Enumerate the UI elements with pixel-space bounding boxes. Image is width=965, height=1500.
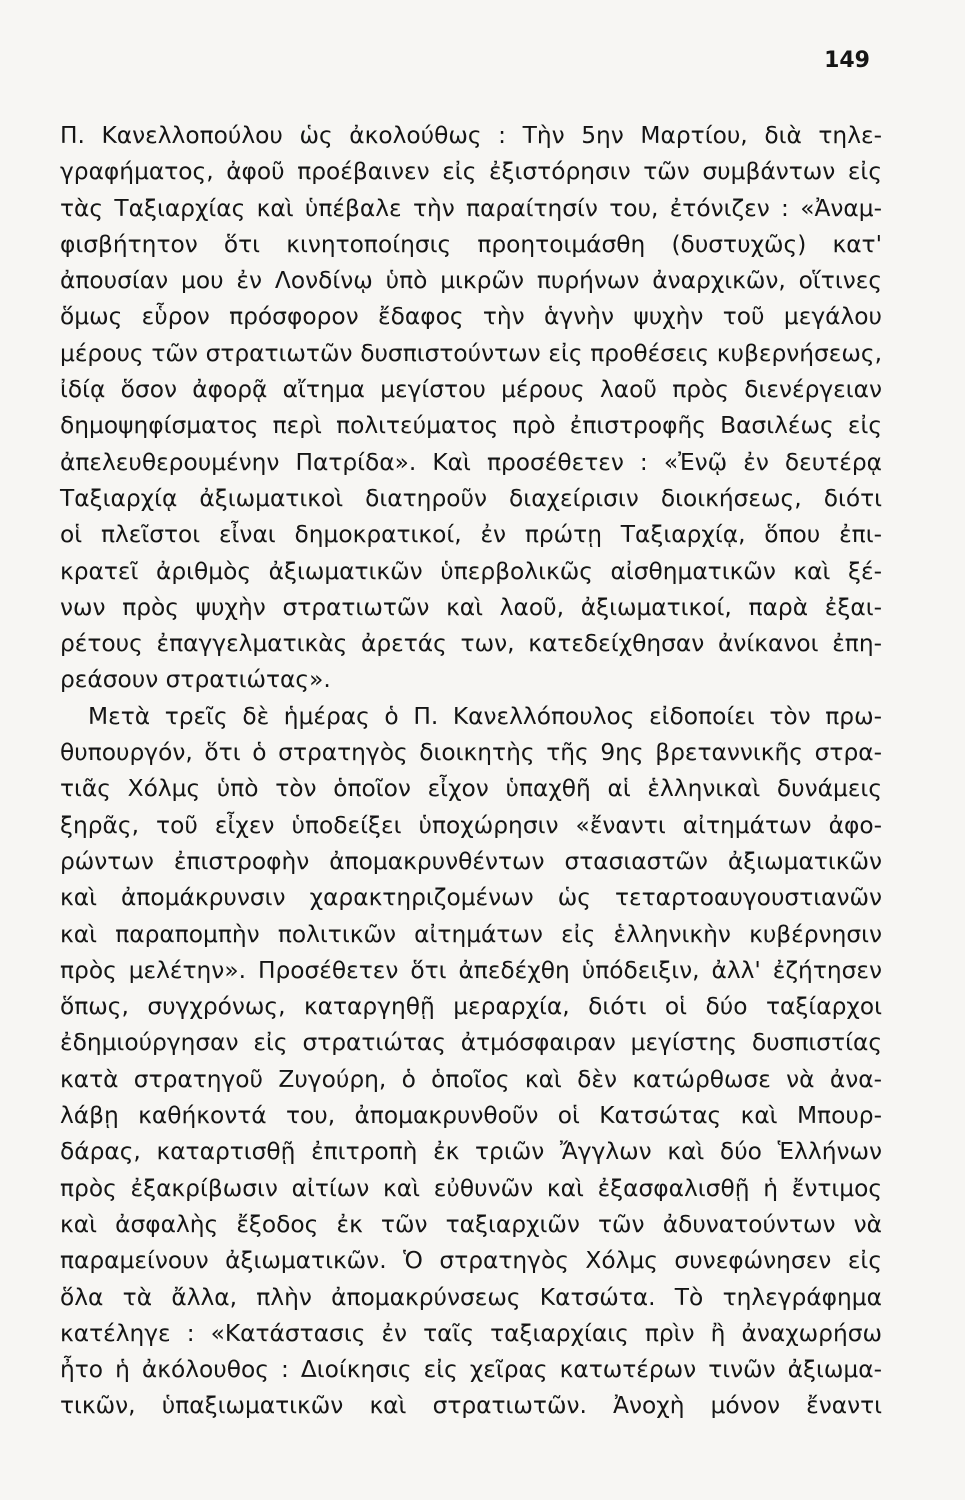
text-line: θυπουργόν, ὅτι ὁ στρατηγὸς διοικητὴς τῆς 9ης βρεταννικῆς στρα- — [60, 739, 882, 767]
text-line: φισβήτητον ὅτι κινητοποίησις προητοιμάσθη (δυστυχῶς) κατ' — [60, 230, 882, 258]
text-line: πρὸς ἐξακρίβωσιν αἰτίων καὶ εὐθυνῶν καὶ ἐξασφαλισθῇ ἡ ἔντιμος — [60, 1174, 882, 1202]
text-line: Μετὰ τρεῖς δὲ ἡμέρας ὁ Π. Κανελλόπουλος εἰδοποίει τὸν πρω- — [88, 702, 882, 730]
text-line: Π. Κανελλοπούλου ὡς ἀκολούθως : Τὴν 5ην Μαρτίου, διὰ τηλε- — [60, 122, 882, 149]
text-line: ρεάσουν στρατιώτας». — [60, 666, 331, 694]
text-line: ὅπως, συγχρόνως, καταργηθῇ μεραρχία, διότι οἱ δύο ταξίαρχοι — [60, 993, 882, 1021]
text-line: ὅμως εὗρον πρόσφορον ἔδαφος τὴν ἁγνὴν ψυχὴν τοῦ μεγάλου — [60, 303, 882, 331]
text-line: κατέληγε : «Κατάστασις ἐν ταῖς ταξιαρχίαις πρὶν ἢ ἀναχωρήσω — [60, 1319, 882, 1347]
text-line: ξηρᾶς, τοῦ εἶχεν ὑποδείξει ὑποχώρησιν «ἔναντι αἰτημάτων ἀφο- — [60, 811, 882, 839]
text-line: ἐδημιούργησαν εἰς στρατιώτας ἀτμόσφαιραν μεγίστης δυσπιστίας — [60, 1029, 882, 1057]
text-line: καὶ ἀσφαλὴς ἔξοδος ἐκ τῶν ταξιαρχιῶν τῶν ἀδυνατούντων νὰ — [60, 1210, 882, 1238]
text-line: Ταξιαρχίᾳ ἀξιωματικοὶ διατηροῦν διαχείρισιν διοικήσεως, διότι — [60, 484, 882, 512]
text-line: τιᾶς Χόλμς ὑπὸ τὸν ὁποῖον εἶχον ὑπαχθῆ αἱ ἑλληνικαὶ δυνάμεις — [60, 775, 882, 803]
text-line: ρέτους ἐπαγγελματικὰς ἀρετάς των, κατεδείχθησαν ἀνίκανοι ἐπη- — [60, 630, 882, 658]
text-line: ἦτο ἡ ἀκόλουθος : Διοίκησις εἰς χεῖρας κατωτέρων τινῶν ἀξιωμα- — [60, 1356, 882, 1384]
text-line: δημοψηφίσματος περὶ πολιτεύματος πρὸ ἐπιστροφῆς Βασιλέως εἰς — [60, 412, 882, 440]
text-line: πρὸς μελέτην». Προσέθετεν ὅτι ἀπεδέχθη ὑπόδειξιν, ἀλλ' ἐζήτησεν — [60, 956, 882, 984]
paragraph-1 — [60, 118, 882, 699]
paragraph-2 — [60, 699, 882, 1425]
text-line: καὶ παραπομπὴν πολιτικῶν αἰτημάτων εἰς ἑλληνικὴν κυβέρνησιν — [60, 920, 882, 948]
body-text — [60, 118, 882, 1425]
text-line: καὶ ἀπομάκρυνσιν χαρακτηριζομένων ὡς τεταρτοαυγουστιανῶν — [60, 884, 882, 912]
text-line: δάρας, καταρτισθῇ ἐπιτροπὴ ἐκ τριῶν Ἄγγλων καὶ δύο Ἑλλήνων — [60, 1138, 882, 1166]
text-line: ἰδίᾳ ὅσον ἀφορᾷ αἴτημα μεγίστου μέρους λαοῦ πρὸς διενέργειαν — [60, 376, 882, 404]
text-line: ἀπουσίαν μου ἐν Λονδίνῳ ὑπὸ μικρῶν πυρήνων ἀναρχικῶν, οἵτινες — [60, 267, 882, 295]
text-line: νων πρὸς ψυχὴν στρατιωτῶν καὶ λαοῦ, ἀξιωματικοί, παρὰ ἐξαι- — [60, 593, 882, 621]
page-number: 149 — [824, 48, 870, 73]
text-line: μέρους τῶν στρατιωτῶν δυσπιστούντων εἰς προθέσεις κυβερνήσεως, — [60, 339, 882, 367]
text-line: ρώντων ἐπιστροφὴν ἀπομακρυνθέντων στασιαστῶν ἀξιωματικῶν — [60, 847, 882, 875]
text-line: τικῶν, ὑπαξιωματικῶν καὶ στρατιωτῶν. Ἀνοχὴ μόνον ἔναντι — [60, 1392, 882, 1420]
text-line: τὰς Ταξιαρχίας καὶ ὑπέβαλε τὴν παραίτησίν του, ἐτόνιζεν : «Ἀναμ- — [60, 194, 882, 222]
text-line: παραμείνουν ἀξιωματικῶν. Ὁ στρατηγὸς Χόλμς συνεφώνησεν εἰς — [60, 1247, 882, 1275]
text-line: λάβῃ καθήκοντά του, ἀπομακρυνθοῦν οἱ Κατσώτας καὶ Μπουρ- — [60, 1102, 882, 1130]
text-line: γραφήματος, ἀφοῦ προέβαινεν εἰς ἐξιστόρησιν τῶν συμβάντων εἰς — [60, 158, 882, 186]
text-line: ἀπελευθερουμένην Πατρίδα». Καὶ προσέθετεν : «Ἐνῷ ἐν δευτέρᾳ — [60, 448, 882, 476]
text-line: κρατεῖ ἀριθμὸς ἀξιωματικῶν ὑπερβολικῶς αἰσθηματικῶν καὶ ξέ- — [60, 557, 882, 585]
text-line: οἱ πλεῖστοι εἶναι δημοκρατικοί, ἐν πρώτῃ Ταξιαρχίᾳ, ὅπου ἐπι- — [60, 521, 882, 549]
text-line: κατὰ στρατηγοῦ Ζυγούρη, ὁ ὁποῖος καὶ δὲν κατώρθωσε νὰ ἀνα- — [60, 1065, 882, 1093]
text-line: ὅλα τὰ ἄλλα, πλὴν ἀπομακρύνσεως Κατσώτα. Τὸ τηλεγράφημα — [60, 1283, 882, 1311]
